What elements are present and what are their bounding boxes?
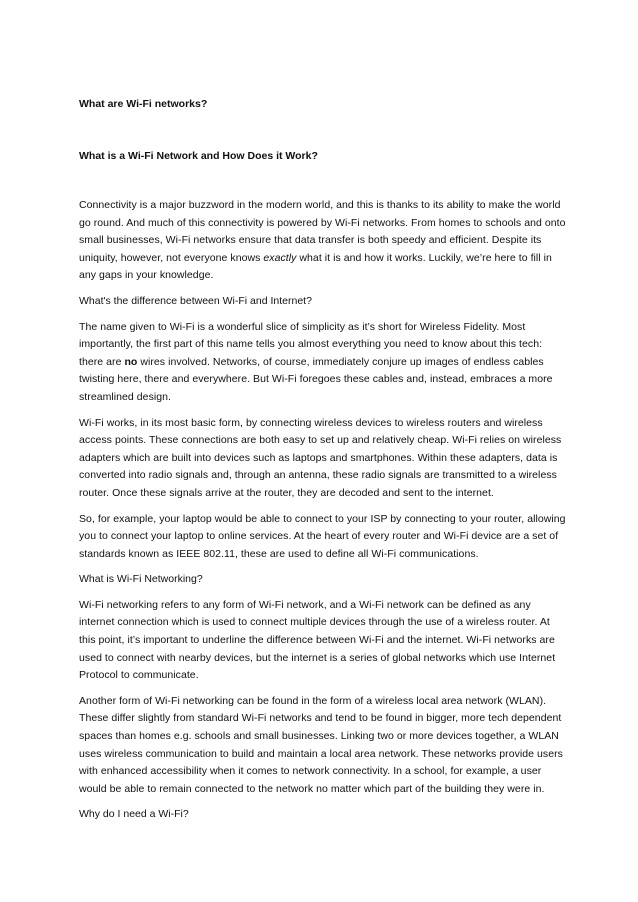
- paragraph-wlan: Another form of Wi-Fi networking can be found in the form of a wireless local area network (WLAN). These differ slightly from standard Wi-Fi networks and tend to be found in bigger, more tech dependent spaces than homes e.g. schools and small businesses. Linking two or more devices together, a WLAN uses wireless communication to build and maintain a local area network. These networks provide users with enhanced accessibility when it comes to network connectivity. In a school, for example, a user would be able to remain connected to the network no matter which part of the building they were in.: [79, 694, 563, 795]
- paragraph-how-wifi-works: Wi-Fi works, in its most basic form, by connecting wireless devices to wireless routers and wireless access points. These connections are both easy to set up and relatively cheap. Wi-Fi relies on wireless adapters which are built into devices such as laptops and smartphones. Within these adapters, data is converted into radio signals and, through an antenna, these radio signals are transmitted to a wireless router. Once these signals arrive at the router, they are decoded and sent to the internet.: [79, 416, 562, 499]
- p1-bold: no: [124, 355, 138, 368]
- paragraph-example: So, for example, your laptop would be able to connect to your ISP by connecting to your router, allowing you to connect your laptop to online services. At the heart of every router and Wi-Fi device are a set of standards known as IEEE 802.11, these are used to define all Wi-Fi communications.: [79, 512, 566, 560]
- intro-text-1: Connectivity is a major buzzword in the modern world, and this is thanks to its ability to make the world go round. And much of this connectivity is powered by Wi-Fi networks. From homes to schools and onto small businesses, Wi-Fi networks ensure that data transfer is both speedy and efficient. Despite its uniquity, however, not everyone knows: [79, 199, 566, 264]
- intro-emphasis: exactly: [263, 251, 297, 264]
- question-wifi-networking: What is Wi-Fi Networking?: [79, 573, 203, 586]
- p1-text-2: wires involved. Networks, of course, immediately conjure up images of endless cables twisting here, there and everywhere. But Wi-Fi foregoes these cables and, instead, embraces a more streamlined design.: [79, 355, 553, 403]
- paragraph-wifi-name: [79, 319, 566, 407]
- intro-text-2: what it is and how it works. Luckily, we’re here to fill in any gaps in your knowledge.: [79, 251, 552, 282]
- intro-paragraph: [79, 197, 566, 285]
- p1-text-1: The name given to Wi-Fi is a wonderful slice of simplicity as it’s short for Wireless Fidelity. Most importantly, the first part of this name tells you almost everything you need to know about this tech: there are: [79, 320, 543, 368]
- document-title: What are Wi-Fi networks?: [79, 98, 208, 110]
- paragraph-wifi-networking: Wi-Fi networking refers to any form of Wi-Fi network, and a Wi-Fi network can be defined as any internet connection which is used to connect multiple devices through the use of a wireless router. At this point, it’s important to underline the difference between Wi-Fi and the internet. Wi-Fi networks are used to connect with nearby devices, but the internet is a series of global networks which use Internet Protocol to communicate.: [79, 598, 556, 682]
- document-subtitle: What is a Wi-Fi Network and How Does it Work?: [79, 150, 318, 162]
- question-wifi-vs-internet: What's the difference between Wi-Fi and Internet?: [79, 294, 312, 307]
- question-why-wifi: Why do I need a Wi-Fi?: [79, 808, 189, 821]
